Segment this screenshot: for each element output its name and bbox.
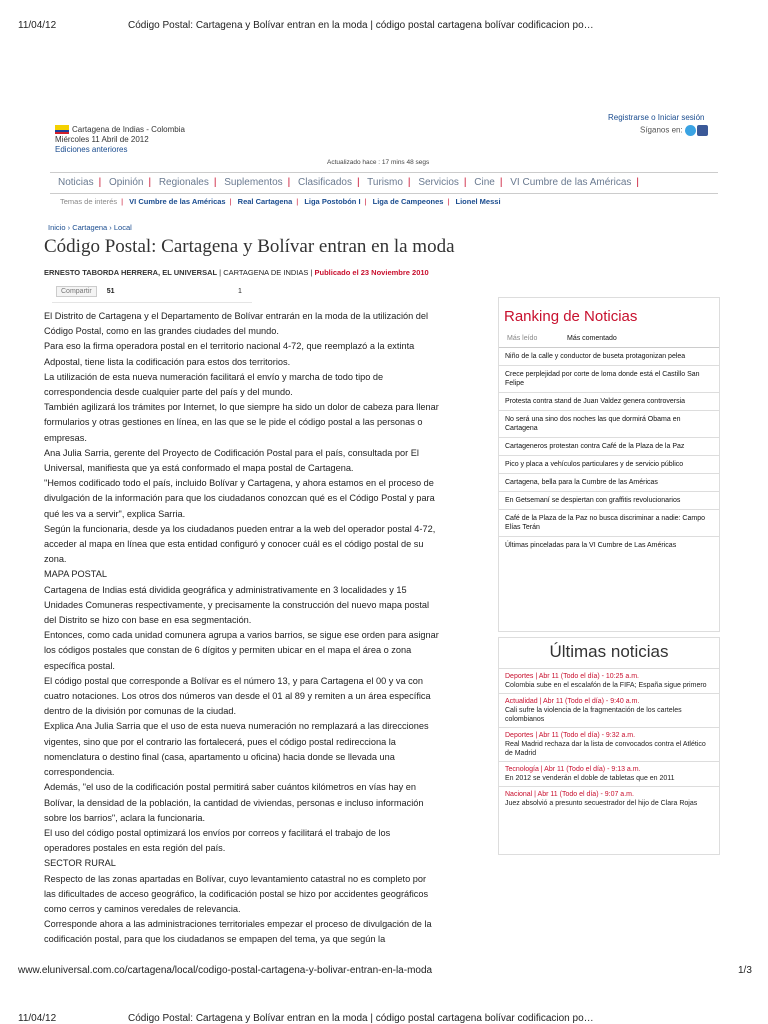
nav-item-cine[interactable]: Cine: [474, 177, 495, 188]
latest-title: Últimas noticias: [499, 638, 719, 669]
latest-item-text: En 2012 se venderán el doble de tabletas que en 2011: [505, 775, 675, 782]
site-date: Miércoles 11 Abril de 2012: [55, 135, 149, 144]
latest-item-text: Cali sufre la violencia de la fragmentación de los carteles colombianos: [505, 707, 682, 723]
colombia-flag-icon: [55, 125, 69, 134]
footer-page: 1/3: [738, 965, 752, 976]
print-date: 11/04/12: [18, 20, 57, 31]
ranking-item[interactable]: En Getsemaní se despiertan con graffitis revolucionarios: [499, 492, 719, 510]
plus-count: 1: [238, 288, 242, 295]
latest-item[interactable]: [499, 694, 719, 728]
article-subheading: MAPA POSTAL: [44, 569, 107, 580]
article-byline: ERNESTO TABORDA HERRERA, EL UNIVERSAL | CARTAGENA DE INDIAS | Publicado el 23 Noviembre 2010: [44, 268, 429, 277]
latest-item[interactable]: [499, 787, 719, 811]
ranking-item[interactable]: Protesta contra stand de Juan Valdez genera controversia: [499, 393, 719, 411]
article-body: [44, 309, 439, 948]
article-published: Publicado el 23 Noviembre 2010: [314, 268, 429, 277]
facebook-icon[interactable]: [697, 125, 708, 136]
topic-cumbre[interactable]: VI Cumbre de las Américas: [129, 197, 226, 206]
article-paragraph: Explica Ana Julia Sarria que el uso de esta nueva numeración no remplazará a las direcciones vigentes, sino que por el contrario las fortalecerá, pues el código postal redirecciona la nomenclatura o destino final (casa, apartamento u oficina) hacia donde se llevada una correspondencia.: [44, 721, 429, 778]
breadcrumb-local[interactable]: Local: [113, 223, 132, 232]
article-paragraph: Para eso la firma operadora postal en el territorio nacional 4-72, que reemplazó a la extinta Adpostal, tiene lista la codificación para estos dos territorios.: [44, 341, 415, 367]
print-page-title: Código Postal: Cartagena y Bolívar entran en la moda | código postal cartagena bolívar codificacion po…: [128, 20, 594, 31]
share-row: [56, 288, 114, 295]
print-date-next: 11/04/12: [18, 1013, 57, 1024]
updated-time: Actualizado hace : 17 mins 48 segs: [327, 159, 430, 166]
twitter-icon[interactable]: [685, 125, 696, 136]
breadcrumb-cartagena[interactable]: Cartagena: [72, 223, 108, 232]
ranking-item[interactable]: Últimas pinceladas para la VI Cumbre de Las Américas: [505, 542, 677, 549]
article-subheading: SECTOR RURAL: [44, 858, 116, 869]
register-link-wrap: [608, 113, 704, 122]
breadcrumb: Inicio › Cartagena › Local: [48, 223, 132, 232]
ranking-item[interactable]: Cartagena, bella para la Cumbre de las Américas: [499, 474, 719, 492]
ranking-item[interactable]: Crece perplejidad por corte de loma donde está el Castillo San Felipe: [499, 366, 719, 393]
print-page-title-next: Código Postal: Cartagena y Bolívar entran en la moda | código postal cartagena bolívar codificacion po…: [128, 1013, 594, 1024]
footer-url: www.eluniversal.com.co/cartagena/local/codigo-postal-cartagena-y-bolivar-entran-en-la-moda: [18, 965, 433, 976]
share-button[interactable]: Compartir: [56, 286, 97, 297]
latest-item[interactable]: [499, 728, 719, 762]
topic-liga-campeones[interactable]: Liga de Campeones: [372, 197, 444, 206]
ranking-item[interactable]: Café de la Plaza de la Paz no busca discriminar a nadie: Campo Elías Terán: [499, 510, 719, 537]
ranking-box: [498, 297, 720, 632]
nav-item-opinion[interactable]: Opinión: [108, 177, 144, 188]
topic-real-cartagena[interactable]: Real Cartagena: [237, 197, 293, 206]
latest-item-meta: Actualidad | Abr 11 (Todo el día) - 9:40 a.m.: [505, 698, 640, 705]
latest-item[interactable]: [499, 762, 719, 787]
article-paragraph: Respecto de las zonas apartadas en Bolívar, cuyo levantamiento catastral no es completo por las dificultades de acceso geográfico, la codificación postal se hizo por accidentes geográficos como cerros y caminos veredales de relevancia.: [44, 873, 429, 914]
ranking-item[interactable]: Pico y placa a vehículos particulares y de servicio público: [499, 456, 719, 474]
article-paragraph: Corresponde ahora a las administraciones territoriales empezar el proceso de divulgación de la codificación postal, para que los ciudadanos se empapen del tema, ya que según la: [44, 919, 432, 945]
nav-item-clasificados[interactable]: Clasificados: [298, 177, 352, 188]
main-nav: Noticias | Opinión | Regionales | Suplementos | Clasificados | Turismo | Servicios | Cine | VI Cumbre de las Américas |: [58, 177, 640, 188]
nav-item-regionales[interactable]: Regionales: [158, 177, 209, 188]
breadcrumb-inicio[interactable]: Inicio: [48, 223, 66, 232]
follow-label: Síganos en:: [640, 125, 683, 135]
article-paragraph: El Distrito de Cartagena y el Departamento de Bolívar entrarán en la moda de la utilización del Código Postal, como en las grandes ciudades del mundo.: [44, 311, 429, 337]
article-paragraph: "Hemos codificado todo el país, incluido Bolívar y Cartagena, y ahora estamos en el proceso de divulgación de la información para que los ciudadanos conozcan qué es el Código Postal y para qué les va a servir", explica Sarria.: [44, 478, 435, 519]
previous-editions-link[interactable]: Ediciones anteriores: [55, 145, 128, 154]
ranking-list: [499, 348, 719, 554]
topics-label: Temas de interés: [60, 197, 118, 206]
latest-item-meta: Deportes | Abr 11 (Todo el día) - 9:32 a.m.: [505, 732, 636, 739]
article-paragraph: El uso del código postal optimizará los envíos por correos y facilitará el trabajo de los operadores postales en esta región del país.: [44, 827, 391, 854]
latest-item-meta: Deportes | Abr 11 (Todo el día) - 10:25 a.m.: [505, 673, 639, 680]
site-header-info: [55, 125, 185, 155]
topic-liga-postobon[interactable]: Liga Postobón I: [304, 197, 361, 206]
latest-item-text: Juez absolvió a presunto secuestrador del hijo de Clara Rojas: [505, 800, 698, 807]
ranking-item[interactable]: Cartageneros protestan contra Café de la Plaza de la Paz: [499, 438, 719, 456]
nav-item-noticias[interactable]: Noticias: [58, 177, 94, 188]
ranking-item[interactable]: Niño de la calle y conductor de buseta protagonizan pelea: [499, 348, 719, 366]
article-paragraph: Cartagena de Indias está dividida geográfica y administrativamente en 3 localidades y 15 Unidades Comuneras respectivamente, y precisamente la construcción del nuevo mapa postal del Distrito se hizo con base en esa segmentación.: [44, 584, 430, 626]
latest-item-meta: Nacional | Abr 11 (Todo el día) - 9:07 a.m.: [505, 791, 634, 798]
topic-lionel-messi[interactable]: Lionel Messi: [455, 197, 501, 206]
site-location: Cartagena de Indias - Colombia: [72, 125, 185, 134]
nav-item-cumbre[interactable]: VI Cumbre de las Américas: [510, 177, 632, 188]
register-login-link[interactable]: Registrarse o Iniciar sesión: [608, 113, 705, 122]
tab-most-commented[interactable]: Más comentado: [567, 335, 617, 342]
ranking-item[interactable]: No será una sino dos noches las que dormirá Obama en Cartagena: [499, 411, 719, 438]
article-place: CARTAGENA DE INDIAS: [223, 268, 309, 277]
latest-item-text: Colombia sube en el escalafón de la FIFA; España sigue primero: [505, 682, 707, 689]
article-author: ERNESTO TABORDA HERRERA, EL UNIVERSAL: [44, 268, 218, 277]
nav-item-suplementos[interactable]: Suplementos: [224, 177, 283, 188]
follow-us: [640, 125, 708, 136]
latest-item[interactable]: [499, 669, 719, 694]
ranking-title: Ranking de Noticias: [504, 308, 638, 325]
article-paragraph: Entonces, como cada unidad comunera agrupa a varios barrios, se sigue ese orden para asignar los códigos postales que constan de 6 dígitos y permiten ubicar en el mapa el área o zona específica postal.: [44, 630, 439, 671]
latest-item-text: Real Madrid rechaza dar la lista de convocados contra el Atlético de Madrid: [505, 741, 706, 757]
article-paragraph: El código postal que corresponde a Bolívar es el número 13, y para Cartagena el 00 y va con cuatro notaciones. Los otros dos números van desde el 01 al 89 y remiten a un área específica dentro de la división por comunas de la ciudad.: [44, 675, 431, 717]
nav-item-turismo[interactable]: Turismo: [367, 177, 403, 188]
latest-item-meta: Tecnología | Abr 11 (Todo el día) - 9:13 a.m.: [505, 766, 641, 773]
article-paragraph: Ana Julia Sarria, gerente del Proyecto de Codificación Postal para el país, consultada por El Universal, manifiesta que ya está conformado el mapa postal de Cartagena.: [44, 447, 419, 474]
topics-nav: Temas de interés | VI Cumbre de las Américas | Real Cartagena | Liga Postobón I | Liga de Campeones | Lionel Messi: [60, 197, 501, 206]
article-paragraph: Según la funcionaria, desde ya los ciudadanos pueden entrar a la web del operador postal 4-72, acceder al mapa en línea que esta entidad configuró y conocer cuál es el código postal de su zona.: [44, 523, 436, 565]
ranking-tabs: [499, 331, 719, 348]
nav-item-servicios[interactable]: Servicios: [418, 177, 459, 188]
article-title: Código Postal: Cartagena y Bolívar entran en la moda: [44, 236, 455, 257]
article-paragraph: La utilización de esta nueva numeración facilitará el envío y marcha de todo tipo de correspondencia desde cualquier parte del país y del mundo.: [44, 371, 384, 398]
article-paragraph: Además, "el uso de la codificación postal permitirá saber cuántos kilómetros en vías hay en Bolívar, la densidad de la población, la cantidad de viviendas, personas e incluso información sobre los barrios", aclara la funcionaria.: [44, 782, 424, 823]
share-count: 51: [106, 288, 115, 295]
article-paragraph: También agilizará los trámites por Internet, lo que siempre ha sido un dolor de cabeza para llenar formularios y otras gestiones en línea, en las que se le pide el código postal a las personas o empresas.: [44, 402, 439, 443]
latest-box: [498, 637, 720, 855]
tab-most-read[interactable]: Más leído: [507, 335, 538, 342]
